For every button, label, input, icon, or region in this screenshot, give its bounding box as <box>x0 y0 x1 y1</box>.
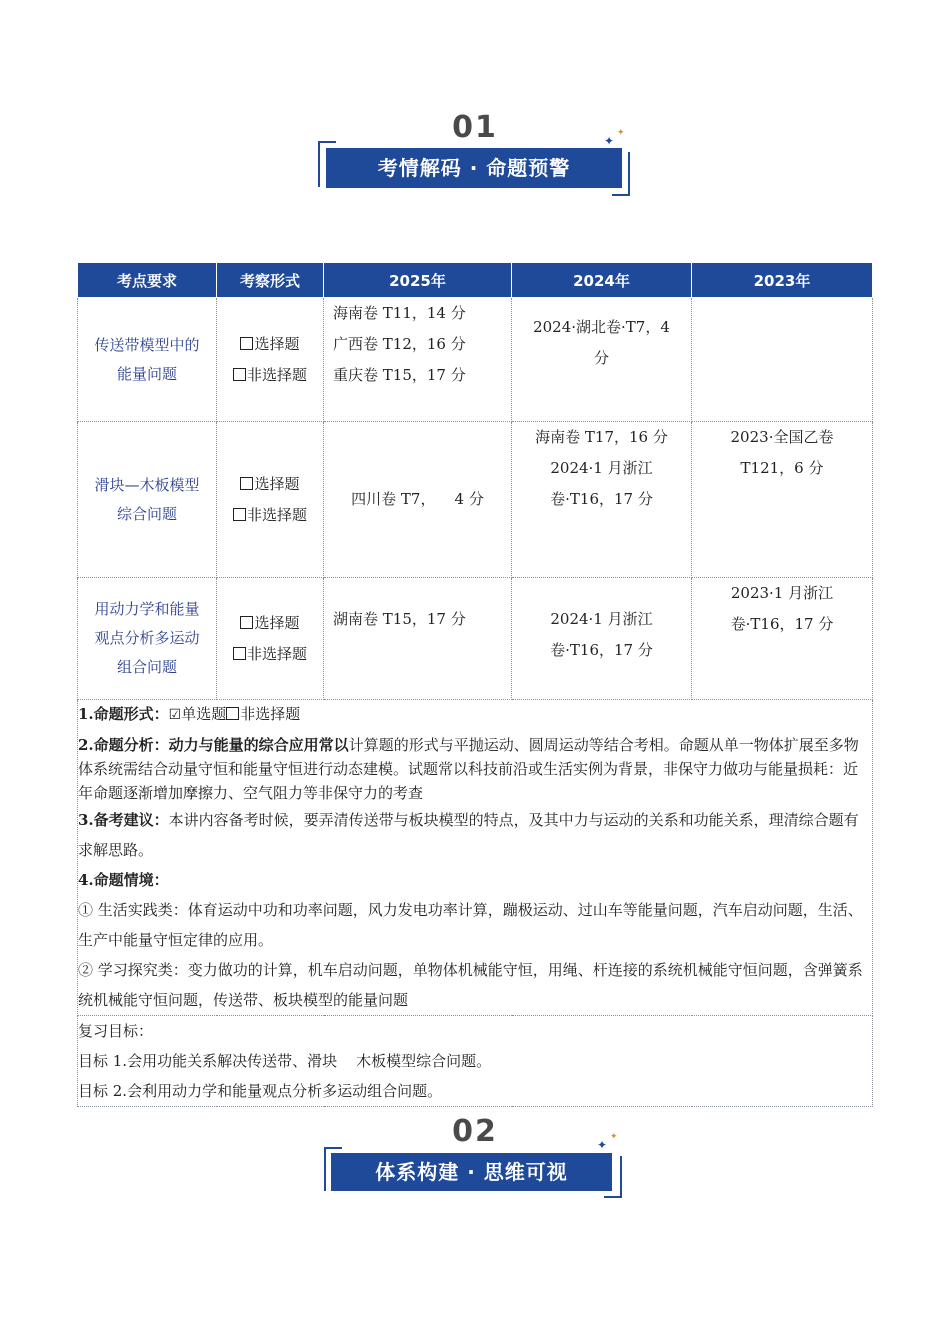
goals-label: 复习目标： <box>78 1022 154 1040</box>
year-2024-cell: 海南卷 T17，16 分 2024·1 月浙江 卷·T16，17 分 <box>512 422 692 578</box>
year-2023-cell: 2023·1 月浙江 卷·T16，17 分 <box>692 578 873 700</box>
goal-item: 目标 1.会用功能关系解决传送带、滑块 木板模型综合问题。 <box>78 1052 492 1070</box>
bracket-decoration <box>604 1156 622 1198</box>
goals-cell <box>78 1016 873 1107</box>
header-cell: 考点要求 <box>78 263 217 298</box>
sparkle-icon: ✦ <box>597 1138 608 1152</box>
advice-label: 3.备考建议： <box>78 811 169 829</box>
section-number: 01 <box>452 110 498 145</box>
context-item: ① 生活实践类：体育运动中功和功率问题，风力发电功率计算，蹦极运动、过山车等能量问题，汽车启动问题，生活、生产中能量守恒定律的应用。 <box>78 901 863 949</box>
year-2025-cell: 海南卷 T11，14 分 广西卷 T12，16 分 重庆卷 T15，17 分 <box>324 298 512 422</box>
topic-cell: 用动力学和能量 观点分析多运动 组合问题 <box>78 578 217 700</box>
checkbox-icon <box>226 707 239 720</box>
checkbox-icon <box>240 337 253 350</box>
context-label: 4.命题情境： <box>78 871 169 889</box>
forms-cell: 选择题 非选择题 <box>217 422 324 578</box>
bracket-decoration <box>612 152 630 196</box>
topic-cell: 滑块—木板模型 综合问题 <box>78 422 217 578</box>
checkbox-icon <box>240 477 253 490</box>
table-row <box>78 298 873 422</box>
checkbox-icon <box>240 616 253 629</box>
notes-row <box>78 700 873 1016</box>
header-cell: 考察形式 <box>217 263 324 298</box>
header-cell: 2023年 <box>692 263 873 298</box>
year-2023-cell: 2023·全国乙卷 T121，6 分 <box>692 422 873 578</box>
goals-row <box>78 1016 873 1107</box>
checkbox-icon <box>233 368 246 381</box>
table-row <box>78 578 873 700</box>
header-cell: 2024年 <box>512 263 692 298</box>
sparkle-icon: ✦ <box>617 128 625 138</box>
goal-item: 目标 2.会利用动力学和能量观点分析多运动组合问题。 <box>78 1082 443 1100</box>
form-label: 1.命题形式： <box>78 705 169 723</box>
year-2024-cell: 2024·湖北卷·T7，4 分 <box>512 298 692 422</box>
section-header-02 <box>0 1112 950 1202</box>
topic-cell: 传送带模型中的 能量问题 <box>78 298 217 422</box>
year-2025-cell: 湖南卷 T15，17 分 <box>324 578 512 700</box>
sparkle-icon: ✦ <box>610 1132 618 1142</box>
header-cell: 2025年 <box>324 263 512 298</box>
section-title: 考情解码 · 命题预警 <box>326 148 622 188</box>
forms-cell: 选择题 非选择题 <box>217 298 324 422</box>
year-2023-cell <box>692 298 873 422</box>
section-title: 体系构建 · 思维可视 <box>331 1153 612 1191</box>
checkbox-icon <box>233 647 246 660</box>
context-item: ② 学习探究类：变力做功的计算，机车启动问题，单物体机械能守恒，用绳、杆连接的系统机械能守恒问题，含弹簧系统机械能守恒问题，传送带、板块模型的能量问题 <box>78 961 863 1009</box>
notes-cell: 1.命题形式：☑单选题 非选择题 2.命题分析：动力与能量的综合应用常以计算题的形式与平抛运动、圆周运动等结合考相。命题从单一物体扩展至多物体系统需结合动量守恒和能量守恒进行动态建模。试题常以科技前沿或生活实例为背景，非保守力做功与能量损耗：近年命题逐渐增加摩擦力、空气阻力等非保守力的考查 3.备考建议：本讲内容备考时候，要弄清传送带与板块模型的特点，及其中力与运动的关系和功能关系，理清综合题有求解思路。 4.命题情境： ① 生活实践类：体育运动中功和功率问题，风力发电功率计算，蹦极运动、过山车等能量问题，汽车启动问题，生活、生产中能量守恒定律的应用。 ② 学习探究类：变力做功的计算，机车启动问题，单物体机械能守恒，用绳、杆连接的系统机械能守恒问题，含弹簧系统机械能守恒问题，传送带、板块模型的能量问题 <box>78 700 873 1016</box>
year-2024-cell: 2024·1 月浙江 卷·T16，17 分 <box>512 578 692 700</box>
checkbox-icon <box>233 508 246 521</box>
analysis-label: 2.命题分析： <box>78 736 169 754</box>
checked-box-icon: ☑ <box>168 707 182 723</box>
section-header-01 <box>0 108 950 198</box>
exam-analysis-table <box>77 262 873 1107</box>
forms-cell: 选择题 非选择题 <box>217 578 324 700</box>
year-2025-cell: 四川卷 T7， 4 分 <box>324 422 512 578</box>
sparkle-icon: ✦ <box>604 134 615 148</box>
table-row <box>78 422 873 578</box>
section-number: 02 <box>452 1114 498 1149</box>
